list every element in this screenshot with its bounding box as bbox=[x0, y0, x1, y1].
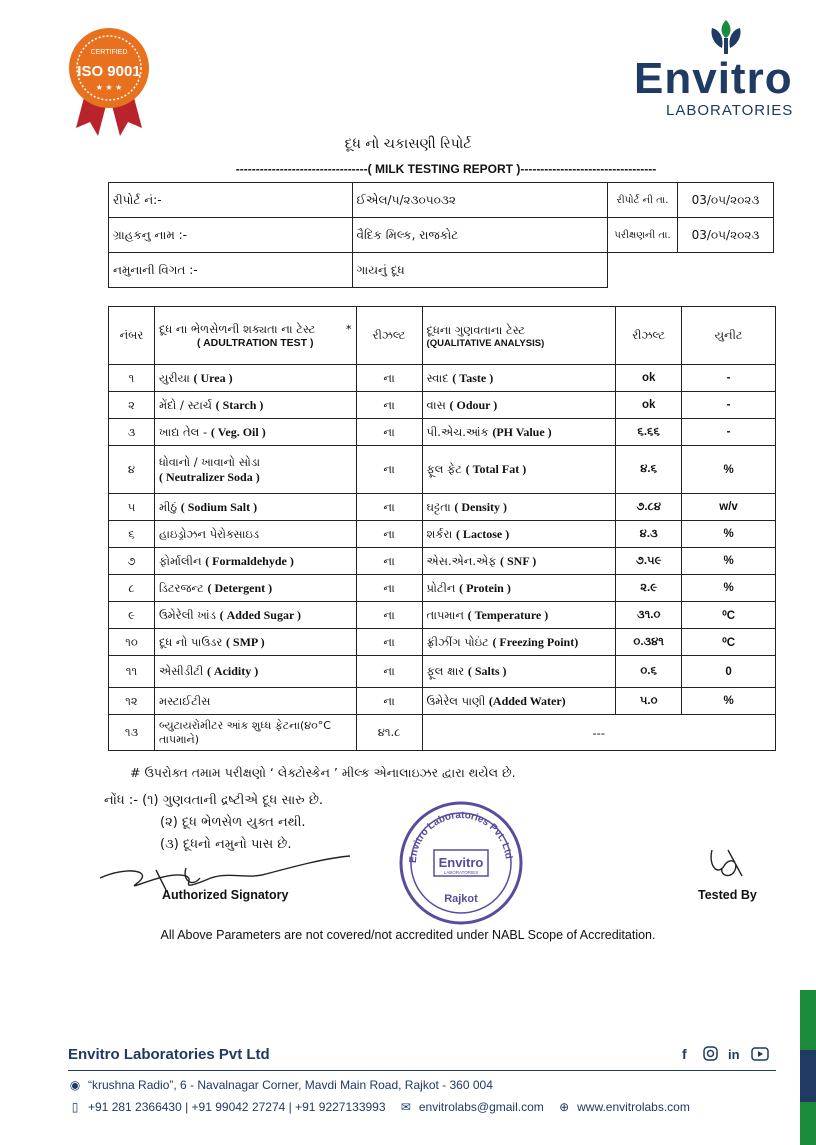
table-row bbox=[109, 419, 776, 446]
header-qualitative: દૂધના ગુણવતાના ટેસ્ટ (QUALITATIVE ANALYSIS) bbox=[422, 307, 616, 365]
table-row bbox=[109, 656, 776, 688]
qualitative-result: ૦.૬ bbox=[616, 656, 682, 688]
qualitative-test: ફૂલ ફેટ ( Total Fat ) bbox=[422, 446, 616, 494]
note-1: (૧) ગુણવતાની દ્રષ્ટીએ દૂધ સારુ છે. bbox=[142, 793, 323, 808]
adulteration-result: ના bbox=[356, 629, 422, 656]
unit: - bbox=[682, 365, 776, 392]
qualitative-test: વાસ ( Odour ) bbox=[422, 392, 616, 419]
header-result-1: રીઝલ્ટ bbox=[356, 307, 422, 365]
qualitative-result: ૦.૩૪૧ bbox=[616, 629, 682, 656]
unit: ⁰C bbox=[682, 629, 776, 656]
row-13-result: ૪૧.૮ bbox=[356, 715, 422, 751]
adulteration-test: એસીડીટી ( Acidity ) bbox=[154, 656, 356, 688]
qualitative-test: પી.એચ.આંક (PH Value ) bbox=[422, 419, 616, 446]
qualitative-test: ફૂલ ક્ષાર ( Salts ) bbox=[422, 656, 616, 688]
row-13-no: ૧૩ bbox=[109, 715, 155, 751]
side-accent-navy bbox=[800, 1050, 816, 1102]
qualitative-result: ૩૧.૦ bbox=[616, 602, 682, 629]
report-no: ઈએલ/૫/૨૩૦૫૦૩૨ bbox=[352, 183, 608, 218]
report-date-label: રીપોર્ટ ની તા. bbox=[608, 183, 678, 218]
authorized-signatory-label: Authorized Signatory bbox=[162, 888, 289, 902]
table-body bbox=[109, 365, 776, 715]
qualitative-result: ૬.૬૬ bbox=[616, 419, 682, 446]
globe-icon: ⊕ bbox=[559, 1100, 570, 1114]
svg-text:in: in bbox=[728, 1047, 740, 1062]
unit: ⁰C bbox=[682, 602, 776, 629]
unit: % bbox=[682, 446, 776, 494]
table-row bbox=[109, 602, 776, 629]
qualitative-result: ૨.૯ bbox=[616, 575, 682, 602]
header-result-2: રીઝલ્ટ bbox=[616, 307, 682, 365]
logo-sub: LABORATORIES bbox=[666, 102, 794, 119]
tested-by-label: Tested By bbox=[698, 888, 757, 902]
unit: % bbox=[682, 521, 776, 548]
table-row bbox=[109, 392, 776, 419]
side-accent-green bbox=[800, 990, 816, 1050]
customer-name: વૈદિક મિલ્ક, રાજકોટ bbox=[352, 218, 608, 253]
test-date: 03/૦૫/૨૦૨૩ bbox=[678, 218, 774, 253]
unit: % bbox=[682, 688, 776, 715]
analyzer-note: # ઉપરોક્ત તમામ પરીક્ષણો ‘ લેક્ટોસ્કેન ’ મીલ્ક એનાલાઇઝર દ્વારા થયેલ છે. bbox=[130, 765, 516, 780]
adulteration-result: ના bbox=[356, 688, 422, 715]
qualitative-test: એસ.એન.એફ ( SNF ) bbox=[422, 548, 616, 575]
row-13-rest: --- bbox=[422, 715, 775, 751]
row-no: ૩ bbox=[109, 419, 155, 446]
row-no: ૭ bbox=[109, 548, 155, 575]
adulteration-test: દૂધ નો પાઉડર ( SMP ) bbox=[154, 629, 356, 656]
leaf-icon bbox=[706, 18, 746, 56]
row-no: ૫ bbox=[109, 494, 155, 521]
qualitative-test: ઘટ્ટતા ( Density ) bbox=[422, 494, 616, 521]
side-accent-green-2 bbox=[800, 1102, 816, 1145]
customer-label: ગ્રાહકનુ નામ :- bbox=[109, 218, 353, 253]
table-row bbox=[109, 575, 776, 602]
report-date: 03/૦૫/૨૦૨૩ bbox=[678, 183, 774, 218]
facebook-icon[interactable] bbox=[682, 1046, 687, 1062]
stamp-top-text: Envitro Laboratories Pvt. Ltd bbox=[407, 809, 514, 864]
adulteration-result: ના bbox=[356, 521, 422, 548]
note-3: (૩) દૂધનો નમુનો પાસ છે. bbox=[160, 837, 292, 852]
unit: w/v bbox=[682, 494, 776, 521]
header-adulteration: દૂધ ના ભેળસેળની શક્યતા ના ટેસ્ટ * ( ADULTRATION TEST ) bbox=[154, 307, 356, 365]
adulteration-test: ખાદ્ય તેલ - ( Veg. Oil ) bbox=[154, 419, 356, 446]
adulteration-result: ના bbox=[356, 392, 422, 419]
company-stamp bbox=[396, 798, 526, 928]
header-no: નંબર bbox=[109, 307, 155, 365]
badge-line2: ISO 9001 bbox=[77, 63, 141, 80]
adulteration-result: ના bbox=[356, 656, 422, 688]
row-no: ૬ bbox=[109, 521, 155, 548]
adulteration-test: હાઇડ્રોઝન પેરોક્સાઇડ bbox=[154, 521, 356, 548]
qualitative-test: પ્રોટીન ( Protein ) bbox=[422, 575, 616, 602]
iso-9001-badge bbox=[64, 24, 154, 142]
envitro-logo bbox=[634, 18, 814, 118]
table-row bbox=[109, 446, 776, 494]
qualitative-test: ઉમેરેલ પાણી (Added Water) bbox=[422, 688, 616, 715]
adulteration-result: ના bbox=[356, 548, 422, 575]
stamp-bottom: Rajkot bbox=[444, 893, 478, 905]
svg-text:★ ★ ★: ★ ★ ★ bbox=[95, 83, 123, 92]
table-row bbox=[109, 365, 776, 392]
qualitative-result: ૪.૩ bbox=[616, 521, 682, 548]
test-results-table bbox=[108, 306, 776, 751]
svg-text:f: f bbox=[682, 1046, 687, 1062]
footer-company: Envitro Laboratories Pvt Ltd bbox=[68, 1046, 270, 1063]
qualitative-test: તાપમાન ( Temperature ) bbox=[422, 602, 616, 629]
sample-label: નમુનાની વિગત :- bbox=[109, 253, 353, 288]
row-no: ૮ bbox=[109, 575, 155, 602]
adulteration-test: મસ્ટાઈટીસ bbox=[154, 688, 356, 715]
phone-icon: ▯ bbox=[71, 1100, 79, 1114]
adulteration-test: ડિટરજન્ટ ( Detergent ) bbox=[154, 575, 356, 602]
badge-line1: CERTIFIED bbox=[90, 49, 128, 56]
row-no: ૯ bbox=[109, 602, 155, 629]
notes-label: નોંધ :- bbox=[104, 793, 138, 808]
table-row bbox=[109, 548, 776, 575]
unit: - bbox=[682, 392, 776, 419]
unit: % bbox=[682, 575, 776, 602]
row-no: ૧૨ bbox=[109, 688, 155, 715]
qualitative-result: ૭.૮૪ bbox=[616, 494, 682, 521]
adulteration-test: મીઠું ( Sodium Salt ) bbox=[154, 494, 356, 521]
row-no: ૧૦ bbox=[109, 629, 155, 656]
qualitative-test: ફ્રીઝીંગ પોઇંટ ( Freezing Point) bbox=[422, 629, 616, 656]
adulteration-test: ધોવાનો / ખાવાનો સોડા ( Neutralizer Soda ) bbox=[154, 446, 356, 494]
logo-brand: Envitro bbox=[634, 54, 793, 103]
adulteration-result: ના bbox=[356, 446, 422, 494]
note-2: (૨) દૂધ ભેળસેળ યુક્ત નથી. bbox=[160, 815, 306, 830]
youtube-icon[interactable] bbox=[752, 1048, 768, 1060]
row-no: ૧ bbox=[109, 365, 155, 392]
stamp-small: LABORATORIES bbox=[443, 870, 479, 875]
row-no: ૧૧ bbox=[109, 656, 155, 688]
adulteration-test: ફોર્માલીન ( Formaldehyde ) bbox=[154, 548, 356, 575]
row-13-test: બ્યુટાયરોમીટર આંક શુધ્ધ ફેટના(૪૦°C તાપમાને) bbox=[154, 715, 356, 751]
stamp-center: Envitro bbox=[438, 855, 484, 870]
unit: 0 bbox=[682, 656, 776, 688]
tested-by-signature bbox=[704, 846, 748, 882]
unit: % bbox=[682, 548, 776, 575]
linkedin-icon[interactable] bbox=[728, 1047, 740, 1062]
report-title-gujarati: દૂધ નો ચકાસણી રિપોર્ટ bbox=[344, 136, 472, 152]
report-title-english: ---------------------------------( MILK TESTING REPORT )---------------------------------- bbox=[235, 162, 657, 176]
qualitative-result: ૭.૫૯ bbox=[616, 548, 682, 575]
footer-email[interactable]: envitrolabs@gmail.com bbox=[418, 1100, 544, 1114]
row-no: ૪ bbox=[109, 446, 155, 494]
adulteration-test: યુરીયા ( Urea ) bbox=[154, 365, 356, 392]
adulteration-result: ના bbox=[356, 494, 422, 521]
unit: - bbox=[682, 419, 776, 446]
footer-web[interactable]: www.envitrolabs.com bbox=[577, 1100, 690, 1114]
footer-divider bbox=[68, 1070, 776, 1071]
nabl-disclaimer: All Above Parameters are not covered/not accredited under NABL Scope of Accreditation. bbox=[160, 928, 656, 942]
qualitative-test: સ્વાદ ( Taste ) bbox=[422, 365, 616, 392]
table-row bbox=[109, 521, 776, 548]
qualitative-result: ૫.૦ bbox=[616, 688, 682, 715]
table-row bbox=[109, 688, 776, 715]
report-info-table bbox=[108, 182, 774, 288]
header-unit: યુનીટ bbox=[682, 307, 776, 365]
footer-contact bbox=[68, 1100, 690, 1114]
qualitative-result: ok bbox=[616, 392, 682, 419]
social-icons bbox=[680, 1044, 780, 1064]
test-date-label: પરીક્ષણની તા. bbox=[608, 218, 678, 253]
email-icon: ✉ bbox=[400, 1100, 411, 1114]
adulteration-result: ના bbox=[356, 575, 422, 602]
table-row bbox=[109, 494, 776, 521]
table-row bbox=[109, 629, 776, 656]
location-pin-icon: ◉ bbox=[69, 1078, 81, 1092]
footer-address: ◉ “krushna Radio”, 6 - Navalnagar Corner, Mavdi Main Road, Rajkot - 360 004 bbox=[69, 1078, 493, 1092]
adulteration-result: ના bbox=[356, 419, 422, 446]
instagram-icon[interactable] bbox=[704, 1047, 717, 1060]
adulteration-result: ના bbox=[356, 602, 422, 629]
sample-detail: ગાયનું દૂધ bbox=[352, 253, 608, 288]
qualitative-result: ૪.૬ bbox=[616, 446, 682, 494]
qualitative-result: ok bbox=[616, 365, 682, 392]
report-no-label: રીપોર્ટ નં:- bbox=[109, 183, 353, 218]
adulteration-test: મેંદો / સ્ટાર્ચ ( Starch ) bbox=[154, 392, 356, 419]
qualitative-test: શર્કરા ( Lactose ) bbox=[422, 521, 616, 548]
footer-phones: +91 281 2366430 | +91 99042 27274 | +91 9227133993 bbox=[88, 1100, 386, 1114]
row-no: ૨ bbox=[109, 392, 155, 419]
adulteration-test: ઉમેરેલી ખાંડ ( Added Sugar ) bbox=[154, 602, 356, 629]
adulteration-result: ના bbox=[356, 365, 422, 392]
